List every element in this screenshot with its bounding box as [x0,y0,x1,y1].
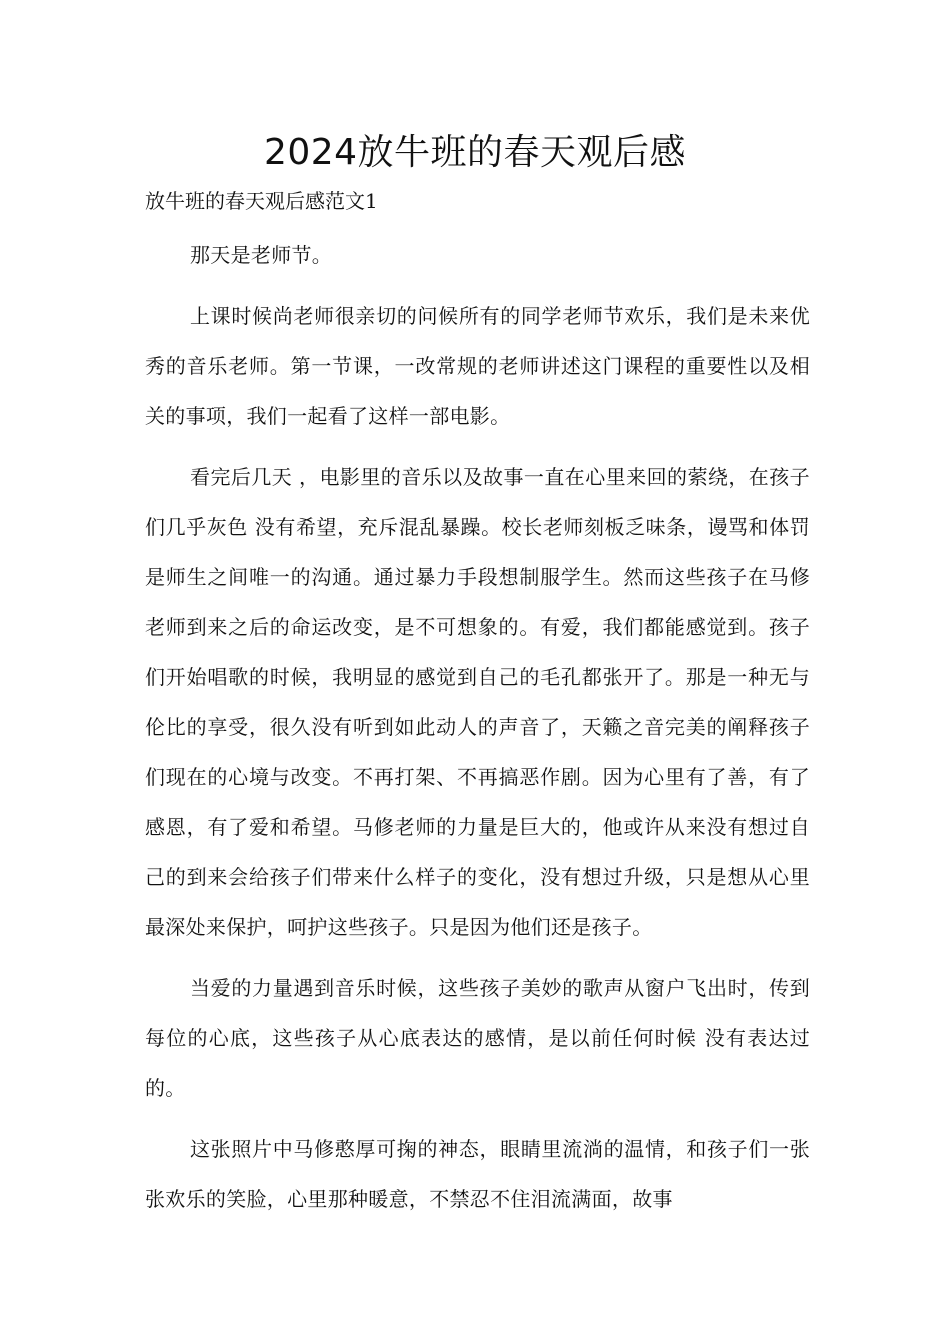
paragraph: 那天是老师节。 [190,243,333,267]
paragraph: 上课时候尚老师很亲切的问候所有的同学老师节欢乐，我们是未来优秀的音乐老师。第一节课，一改常规的老师讲述这门课程的重要性以及相关的事项，我们一起看了这样一部电影。 [145,304,810,428]
document-subtitle: 放牛班的春天观后感范文1 [145,189,378,213]
document-body [145,230,810,1235]
paragraph: 当爱的力量遇到音乐时候，这些孩子美妙的歌声从窗户飞出时，传到每位的心底，这些孩子从心底表达的感情，是以前任何时候 没有表达过的。 [145,976,810,1100]
paragraph: 看完后几天 ，电影里的音乐以及故事一直在心里来回的萦绕，在孩子们几乎灰色 没有希望，充斥混乱暴躁。校长老师刻板乏味条，谩骂和体罚是师生之间唯一的沟通。通过暴力手段想制服学生。然而这些孩子在马修老师到来之后的命运改变，是不可想象的。有爱，我们都能感觉到。孩子们开始唱歌的时候，我明显的感觉到自己的毛孔都张开了。那是一种无与伦比的享受，很久没有听到如此动人的声音了，天籁之音完美的阐释孩子们现在的心境与改变。不再打架、不再搞恶作剧。因为心里有了善，有了感恩，有了爱和希望。马修老师的力量是巨大的，他或许从来没有想过自己的到来会给孩子们带来什么样子的变化，没有想过升级，只是想从心里最深处来保护，呵护这些孩子。只是因为他们还是孩子。 [145,465,810,939]
paragraph: 这张照片中马修憨厚可掬的神态，眼睛里流淌的温情，和孩子们一张张欢乐的笑脸，心里那种暖意，不禁忍不住泪流满面，故事 [145,1137,810,1211]
document-title: 2024放牛班的春天观后感 [263,132,687,173]
